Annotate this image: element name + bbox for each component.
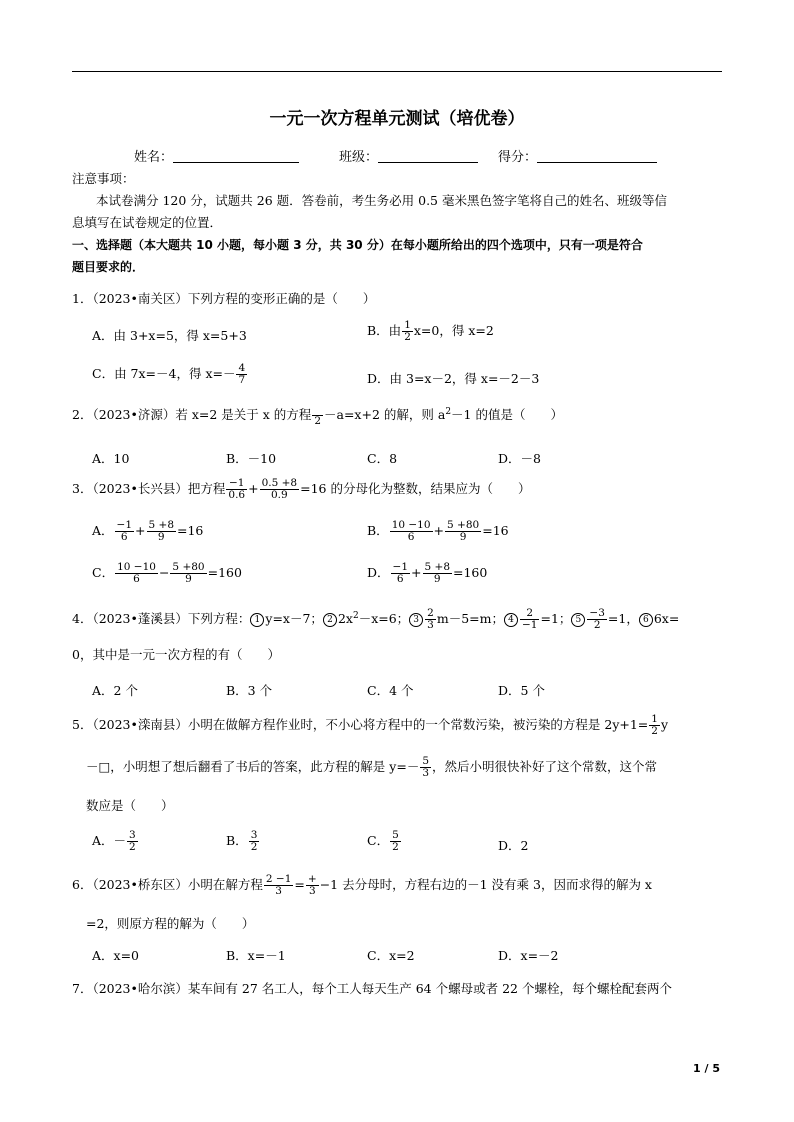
- question-5-line1: 5．（2023•滦南县）小明在做解方程作业时，不小心将方程中的一个常数污染，被污染的方程是 2y+1= $\frac{1}{2}$ y: [72, 713, 669, 737]
- question-6-stem: 6．（2023•桥东区）小明在解方程 $\frac{2 -1}{3}$ = $\frac{+}{3}$ −1 去分母时，方程右边的－1 没有乘 3，因而求得的解为 x: [72, 873, 652, 897]
- question-4-line2: 0，其中是一元一次方程的有（ ）: [72, 647, 280, 662]
- question-6-line2: =2，则原方程的解为（ ）: [86, 916, 255, 931]
- q4-option-a[interactable]: A．2 个: [92, 683, 138, 698]
- q5-option-b[interactable]: B． $\frac{3}{2}$: [226, 829, 258, 853]
- question-7-stem: 7．（2023•哈尔滨）某车间有 27 名工人，每个工人每天生产 64 个螺母或者 22 个螺栓，每个螺栓配套两个: [72, 981, 672, 996]
- q3-option-b[interactable]: B． $\frac{10 -10}{6}$ + $\frac{5 +80}{9}$ =16: [367, 519, 509, 543]
- q2-option-a[interactable]: A．10: [92, 451, 130, 466]
- notice-heading: 注意事项：: [72, 171, 135, 186]
- q3-option-d[interactable]: D． $\frac{-1}{6}$ + $\frac{5 +8}{9}$ =160: [367, 561, 488, 585]
- name-field[interactable]: 姓名：: [134, 146, 299, 165]
- q4-option-b[interactable]: B．3 个: [226, 683, 273, 698]
- question-5-line3: 数应是（ ）: [86, 798, 174, 813]
- question-5-line2: －□，小明想了想后翻看了书后的答案，此方程的解是 y=－ $\frac{5}{3}$ ，然后小明很快补好了这个常数，这个常: [86, 755, 658, 779]
- q6-option-d[interactable]: D．x=－2: [498, 948, 559, 963]
- q5-option-c[interactable]: C． $\frac{5}{2}$: [367, 829, 399, 853]
- q2-option-d[interactable]: D．－8: [498, 451, 541, 466]
- q6-option-b[interactable]: B．x=－1: [226, 948, 286, 963]
- section1-heading-line2: 题目要求的．: [72, 260, 145, 274]
- q2-option-c[interactable]: C．8: [367, 451, 398, 466]
- page-title: 一元一次方程单元测试（培优卷）: [269, 109, 525, 129]
- notice-line1: 本试卷满分 120 分，试题共 26 题．答卷前，考生务必用 0.5 毫米黑色签字笔将自己的姓名、班级等信: [96, 193, 667, 208]
- q1-option-b[interactable]: B．由 $\frac{1}{2}$ x=0，得 x=2: [367, 319, 494, 343]
- q1-option-c[interactable]: C．由 7x=－4，得 x=－ $\frac{4}{7}$: [92, 362, 246, 386]
- q3-option-a[interactable]: A． $\frac{-1}{6}$ + $\frac{5 +8}{9}$ =16: [92, 519, 204, 543]
- question-1-stem: 1．（2023•南关区）下列方程的变形正确的是（ ）: [72, 291, 376, 306]
- page-number: 1 / 5: [693, 1062, 720, 1075]
- q6-option-a[interactable]: A．x=0: [92, 948, 140, 963]
- q1-option-a[interactable]: A．由 3+x=5，得 x=5+3: [92, 328, 247, 343]
- question-4-stem: 4．（2023•蓬溪县）下列方程： 1 y=x－7； 2 $2x^2-x=6$； 3 $\frac{2}{3}$ m－5=m； 4 $\frac{2}{-1}$ =1； 5 $\frac{-3}{2}$ =1， 6 6x=: [72, 607, 680, 631]
- score-field[interactable]: 得分：: [498, 146, 657, 165]
- q5-option-d[interactable]: D．2: [498, 838, 529, 853]
- q4-option-d[interactable]: D．5 个: [498, 683, 545, 698]
- q6-option-c[interactable]: C．x=2: [367, 948, 415, 963]
- q5-option-a[interactable]: A．－ $\frac{3}{2}$: [92, 829, 136, 853]
- q3-option-c[interactable]: C． $\frac{10 -10}{6}$ − $\frac{5 +80}{9}$ =160: [92, 561, 242, 585]
- q4-option-c[interactable]: C．4 个: [367, 683, 414, 698]
- question-2-stem: 2．（2023•济源）若 x=2 是关于 x 的方程 2 －a=x+2 的解，则 $a^2-1$ 的值是（ ）: [72, 404, 563, 427]
- notice-line2: 息填写在试卷规定的位置．: [72, 215, 223, 230]
- section1-heading-line1: 一、选择题（本大题共 10 小题，每小题 3 分，共 30 分）在每小题所给出的四个选项中，只有一项是符合: [72, 238, 643, 252]
- header-rule: [72, 71, 722, 72]
- class-field[interactable]: 班级：: [339, 146, 478, 165]
- question-3-stem: 3．（2023•长兴县）把方程 $\frac{-1}{0.6}$ + $\frac{0.5 +8}{0.9}$ =16 的分母化为整数，结果应为（ ）: [72, 477, 531, 501]
- q1-option-d[interactable]: D．由 3=x－2，得 x=－2－3: [367, 371, 540, 386]
- q2-option-b[interactable]: B．－10: [226, 451, 277, 466]
